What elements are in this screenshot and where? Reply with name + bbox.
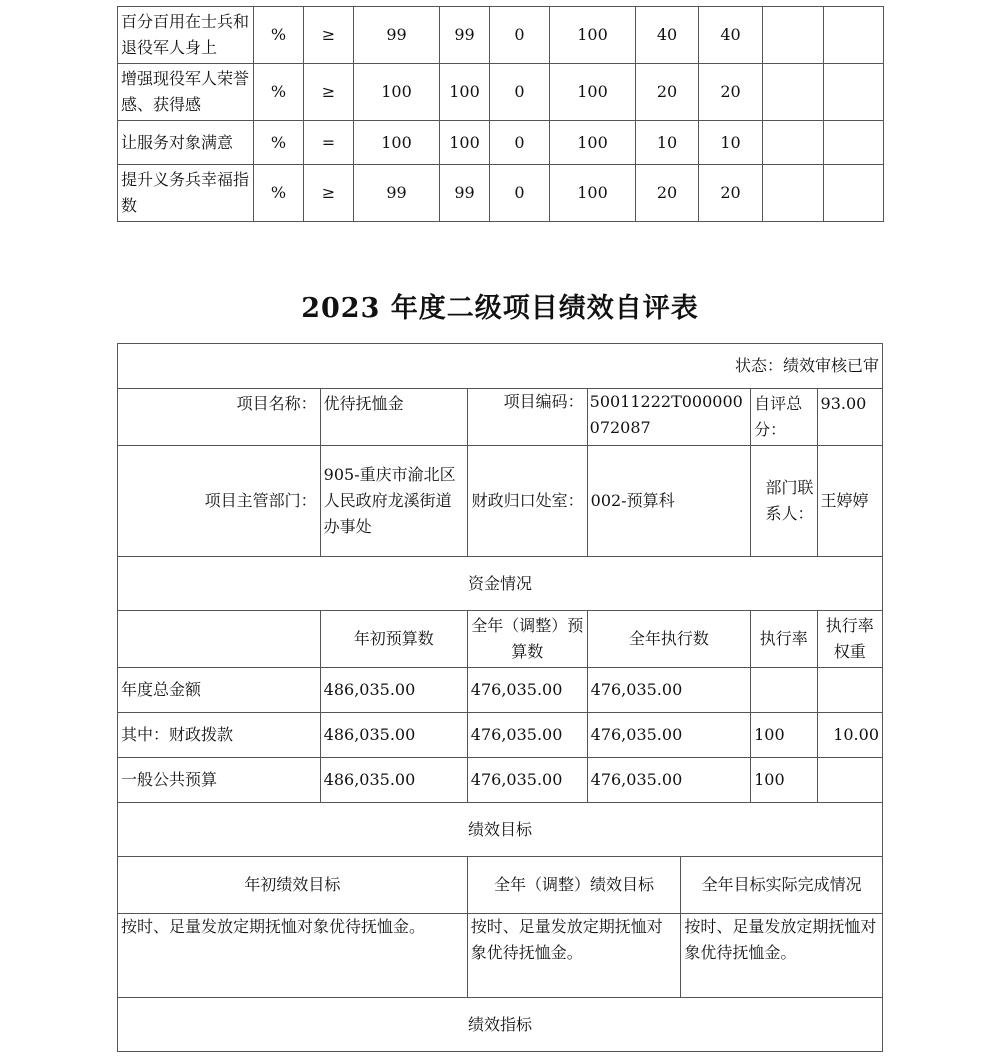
indicator-value: 100	[440, 64, 490, 121]
indicator-unit: %	[254, 7, 304, 64]
column-header: 全年执行数	[587, 611, 750, 668]
self-evaluation-table	[117, 343, 883, 1052]
funds-initial: 486,035.00	[320, 713, 467, 758]
indicator-value: 99	[354, 165, 440, 222]
table-row	[118, 758, 883, 803]
funds-executed: 476,035.00	[587, 713, 750, 758]
funds-row-label: 一般公共预算	[118, 758, 321, 803]
section-row	[118, 803, 883, 857]
department-value: 905-重庆市渝北区人民政府龙溪街道办事处	[320, 446, 467, 557]
indicator-value: 100	[550, 7, 636, 64]
indicator-value: 100	[550, 64, 636, 121]
funds-adjusted: 476,035.00	[467, 713, 587, 758]
column-header: 年初预算数	[320, 611, 467, 668]
funds-initial: 486,035.00	[320, 758, 467, 803]
indicator-value: 0	[490, 64, 550, 121]
table-row	[118, 7, 884, 64]
funds-row-label: 其中：财政拨款	[118, 713, 321, 758]
funds-rate: 100	[751, 713, 817, 758]
indicator-name: 让服务对象满意	[118, 121, 254, 165]
indicator-continuation-table	[117, 6, 884, 222]
column-header: 执行率	[751, 611, 817, 668]
actual-completion-text: 按时、足量发放定期抚恤对象优待抚恤金。	[681, 914, 883, 998]
funds-weight	[817, 668, 882, 713]
table-row	[118, 64, 884, 121]
column-header: 全年（调整）预算数	[467, 611, 587, 668]
empty-cell	[763, 121, 824, 165]
empty-cell	[763, 64, 824, 121]
project-name-label: 项目名称：	[118, 389, 321, 446]
department-label: 项目主管部门：	[118, 446, 321, 557]
indicator-value: 20	[699, 64, 763, 121]
contact-value: 王婷婷	[817, 446, 882, 557]
self-score-value: 93.00	[817, 389, 882, 446]
project-code-label: 项目编码：	[467, 389, 587, 446]
indicator-value: 40	[699, 7, 763, 64]
indicator-value: 100	[354, 121, 440, 165]
indicator-value: 99	[354, 7, 440, 64]
funds-adjusted: 476,035.00	[467, 758, 587, 803]
goals-content-row	[118, 914, 883, 998]
indicator-operator: =	[304, 121, 354, 165]
indicator-operator: ≥	[304, 7, 354, 64]
empty-cell	[118, 611, 321, 668]
table-row	[118, 668, 883, 713]
project-code-value: 50011222T000000072087	[587, 389, 750, 446]
empty-cell	[763, 165, 824, 222]
indicator-value: 99	[440, 7, 490, 64]
funds-weight: 10.00	[817, 713, 882, 758]
section-row	[118, 557, 883, 611]
goals-header-row	[118, 857, 883, 914]
indicator-value: 10	[699, 121, 763, 165]
table-row	[118, 713, 883, 758]
indicator-operator: ≥	[304, 165, 354, 222]
status-text: 状态：绩效审核已审	[118, 344, 883, 389]
empty-cell	[824, 121, 884, 165]
indicator-value: 40	[636, 7, 699, 64]
table-row	[118, 121, 884, 165]
funds-executed: 476,035.00	[587, 668, 750, 713]
funds-rate	[751, 668, 817, 713]
section-row	[118, 998, 883, 1052]
indicator-value: 20	[699, 165, 763, 222]
finance-office-label: 财政归口处室：	[467, 446, 587, 557]
column-header: 全年目标实际完成情况	[681, 857, 883, 914]
indicator-value: 20	[636, 165, 699, 222]
indicator-value: 10	[636, 121, 699, 165]
finance-office-value: 002-预算科	[587, 446, 750, 557]
funds-initial: 486,035.00	[320, 668, 467, 713]
funds-weight	[817, 758, 882, 803]
adjusted-goal-text: 按时、足量发放定期抚恤对象优待抚恤金。	[467, 914, 681, 998]
funds-executed: 476,035.00	[587, 758, 750, 803]
indicators-section-title: 绩效指标	[118, 998, 883, 1052]
empty-cell	[763, 7, 824, 64]
funds-section-title: 资金情况	[118, 557, 883, 611]
contact-label: 部门联系人：	[751, 446, 817, 557]
empty-cell	[824, 165, 884, 222]
indicator-value: 100	[550, 121, 636, 165]
indicator-operator: ≥	[304, 64, 354, 121]
project-info-row	[118, 389, 883, 446]
indicator-value: 0	[490, 7, 550, 64]
column-header: 年初绩效目标	[118, 857, 468, 914]
indicator-value: 100	[440, 121, 490, 165]
funds-rate: 100	[751, 758, 817, 803]
status-row	[118, 344, 883, 389]
indicator-value: 0	[490, 121, 550, 165]
column-header: 全年（调整）绩效目标	[467, 857, 681, 914]
goals-section-title: 绩效目标	[118, 803, 883, 857]
empty-cell	[824, 64, 884, 121]
indicator-value: 99	[440, 165, 490, 222]
funds-header-row	[118, 611, 883, 668]
indicator-value: 0	[490, 165, 550, 222]
indicator-unit: %	[254, 165, 304, 222]
column-header: 执行率权重	[817, 611, 882, 668]
indicator-unit: %	[254, 121, 304, 165]
funds-adjusted: 476,035.00	[467, 668, 587, 713]
empty-cell	[824, 7, 884, 64]
indicator-name: 百分百用在士兵和退役军人身上	[118, 7, 254, 64]
indicator-name: 增强现役军人荣誉感、获得感	[118, 64, 254, 121]
self-score-label: 自评总分：	[751, 389, 817, 446]
funds-row-label: 年度总金额	[118, 668, 321, 713]
project-name-value: 优待抚恤金	[320, 389, 467, 446]
indicator-value: 100	[354, 64, 440, 121]
indicator-name: 提升义务兵幸福指数	[118, 165, 254, 222]
department-info-row	[118, 446, 883, 557]
initial-goal-text: 按时、足量发放定期抚恤对象优待抚恤金。	[118, 914, 468, 998]
page-title: 2023 年度二级项目绩效自评表	[301, 293, 699, 324]
indicator-value: 100	[550, 165, 636, 222]
indicator-value: 20	[636, 64, 699, 121]
table-row	[118, 165, 884, 222]
indicator-unit: %	[254, 64, 304, 121]
